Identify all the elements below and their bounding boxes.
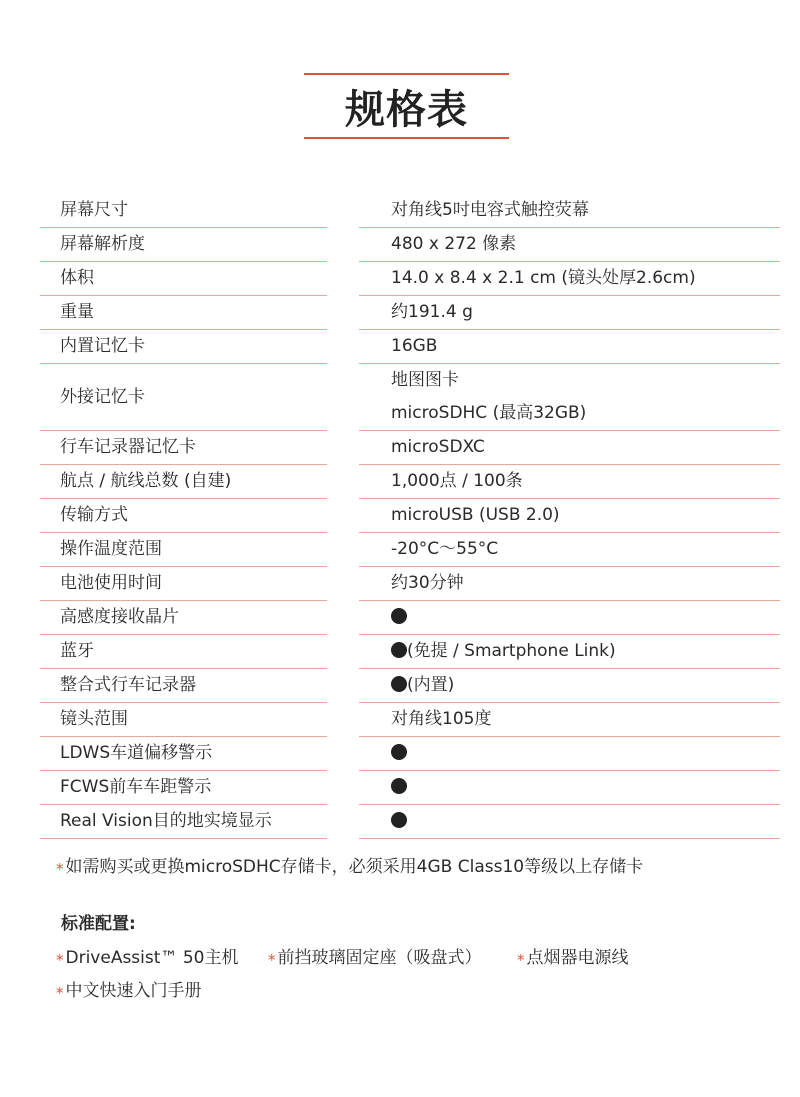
spec-row xyxy=(40,262,780,296)
spec-label-text: 传输方式 xyxy=(60,505,128,525)
spec-row xyxy=(40,330,780,364)
spec-value-text: -20°C～55°C xyxy=(391,539,499,559)
spec-value-line xyxy=(391,805,780,838)
spec-value-line xyxy=(391,397,780,430)
spec-label-text: 屏幕尺寸 xyxy=(60,200,128,220)
spec-value-text: 地图图卡 xyxy=(391,370,459,390)
spec-label xyxy=(40,601,327,635)
spec-value-text: microSDHC (最高32GB) xyxy=(391,403,587,423)
feature-dot-icon xyxy=(391,778,407,794)
spec-value-line xyxy=(391,431,780,464)
spec-value-text: 14.0 x 8.4 x 2.1 cm (镜头处厚2.6cm) xyxy=(391,268,696,288)
feature-dot-icon xyxy=(391,642,407,658)
spec-value-line xyxy=(391,635,780,668)
page-title: 规格表 xyxy=(345,86,468,133)
spec-label-text: 屏幕解析度 xyxy=(60,234,145,254)
spec-label xyxy=(40,262,327,296)
spec-value-text: microSDXC xyxy=(391,437,485,457)
spec-value-text: 约191.4 g xyxy=(391,302,473,322)
spec-label xyxy=(40,330,327,364)
note-text: 如需购买或更换microSDHC存储卡，必须采用4GB Class10等级以上存储卡 xyxy=(65,857,644,877)
spec-value xyxy=(359,771,780,805)
spec-label xyxy=(40,431,327,465)
spec-label-text: 高感度接收晶片 xyxy=(60,607,179,627)
feature-dot-icon xyxy=(391,744,407,760)
spec-label-text: 外接记忆卡 xyxy=(60,386,145,407)
spec-value xyxy=(359,194,780,228)
spec-label-text: 体积 xyxy=(60,268,94,288)
spec-value-text: 480 x 272 像素 xyxy=(391,234,517,254)
spec-value-line xyxy=(391,228,780,261)
spec-label xyxy=(40,194,327,228)
accessory-label: 点烟器电源线 xyxy=(526,948,629,968)
spec-value-line xyxy=(391,465,780,498)
spec-label xyxy=(40,635,327,669)
spec-value-line xyxy=(391,499,780,532)
accessory-label: DriveAssist™ 50主机 xyxy=(65,948,239,968)
spec-label xyxy=(40,669,327,703)
spec-row xyxy=(40,228,780,262)
spec-row xyxy=(40,533,780,567)
spec-value-line xyxy=(391,296,780,329)
spec-row xyxy=(40,567,780,601)
spec-label xyxy=(40,465,327,499)
spec-row xyxy=(40,431,780,465)
feature-dot-icon xyxy=(391,676,407,692)
spec-value-line xyxy=(391,703,780,736)
spec-value xyxy=(359,601,780,635)
spec-value-text: 对角线5吋电容式触控荧幕 xyxy=(391,200,589,220)
star-marker: * xyxy=(268,951,276,969)
spec-label xyxy=(40,499,327,533)
spec-row xyxy=(40,601,780,635)
spec-value-line xyxy=(391,364,780,397)
spec-value-text: 16GB xyxy=(391,336,438,356)
star-marker: * xyxy=(56,984,64,1002)
spec-label-text: LDWS车道偏移警示 xyxy=(60,743,213,763)
spec-row xyxy=(40,669,780,703)
spec-label xyxy=(40,533,327,567)
spec-value-line xyxy=(391,601,780,634)
spec-value-text: 约30分钟 xyxy=(391,573,464,593)
spec-label-text: Real Vision目的地实境显示 xyxy=(60,811,272,831)
spec-label xyxy=(40,364,327,431)
spec-value xyxy=(359,567,780,601)
spec-value-text: microUSB (USB 2.0) xyxy=(391,505,560,525)
title-box xyxy=(304,73,509,139)
spec-label xyxy=(40,703,327,737)
spec-value-text: (免提 / Smartphone Link) xyxy=(407,641,616,661)
spec-label-text: 重量 xyxy=(60,302,94,322)
spec-row xyxy=(40,194,780,228)
spec-label-text: FCWS前车车距警示 xyxy=(60,777,212,797)
star-marker: * xyxy=(56,860,64,878)
spec-label xyxy=(40,737,327,771)
spec-label-text: 镜头范围 xyxy=(60,709,128,729)
spec-value xyxy=(359,465,780,499)
spec-value-line xyxy=(391,737,780,770)
spec-label-text: 行车记录器记忆卡 xyxy=(60,437,196,457)
spec-value xyxy=(359,533,780,567)
accessory-item xyxy=(517,943,629,969)
spec-value xyxy=(359,635,780,669)
spec-value xyxy=(359,669,780,703)
spec-value-text: (内置) xyxy=(407,675,455,695)
spec-value xyxy=(359,703,780,737)
spec-value-text: 对角线105度 xyxy=(391,709,492,729)
spec-label-text: 电池使用时间 xyxy=(60,573,162,593)
spec-label-text: 操作温度范围 xyxy=(60,539,162,559)
spec-label-text: 蓝牙 xyxy=(60,641,94,661)
accessory-label: 中文快速入门手册 xyxy=(65,981,202,1001)
spec-value-text: 1,000点 / 100条 xyxy=(391,471,523,491)
spec-row xyxy=(40,635,780,669)
feature-dot-icon xyxy=(391,812,407,828)
spec-value-line xyxy=(391,262,780,295)
spec-label xyxy=(40,296,327,330)
spec-row xyxy=(40,465,780,499)
spec-table xyxy=(40,194,780,839)
spec-label xyxy=(40,771,327,805)
accessory-item xyxy=(56,943,238,969)
spec-value-line xyxy=(391,533,780,566)
accessory-item xyxy=(268,943,482,969)
spec-value xyxy=(359,262,780,296)
spec-row xyxy=(40,499,780,533)
spec-label-text: 内置记忆卡 xyxy=(60,336,145,356)
spec-label-text: 航点 / 航线总数 (自建) xyxy=(60,471,232,491)
spec-row xyxy=(40,296,780,330)
storage-note xyxy=(56,852,643,878)
spec-row xyxy=(40,805,780,839)
star-marker: * xyxy=(517,951,525,969)
accessory-item xyxy=(56,976,202,1002)
spec-value xyxy=(359,499,780,533)
spec-label-text: 整合式行车记录器 xyxy=(60,675,196,695)
spec-value xyxy=(359,364,780,431)
spec-row xyxy=(40,703,780,737)
spec-value xyxy=(359,431,780,465)
spec-label xyxy=(40,228,327,262)
spec-label xyxy=(40,567,327,601)
feature-dot-icon xyxy=(391,608,407,624)
spec-value xyxy=(359,805,780,839)
spec-value-line xyxy=(391,567,780,600)
accessory-label: 前挡玻璃固定座（吸盘式） xyxy=(277,948,482,968)
standard-config-title: 标准配置: xyxy=(61,914,136,934)
spec-value-line xyxy=(391,669,780,702)
spec-value xyxy=(359,330,780,364)
spec-row xyxy=(40,364,780,431)
spec-label xyxy=(40,805,327,839)
spec-value-line xyxy=(391,194,780,227)
spec-value-line xyxy=(391,330,780,363)
spec-value xyxy=(359,228,780,262)
spec-row xyxy=(40,771,780,805)
spec-row xyxy=(40,737,780,771)
spec-value xyxy=(359,737,780,771)
spec-value xyxy=(359,296,780,330)
star-marker: * xyxy=(56,951,64,969)
spec-value-line xyxy=(391,771,780,804)
